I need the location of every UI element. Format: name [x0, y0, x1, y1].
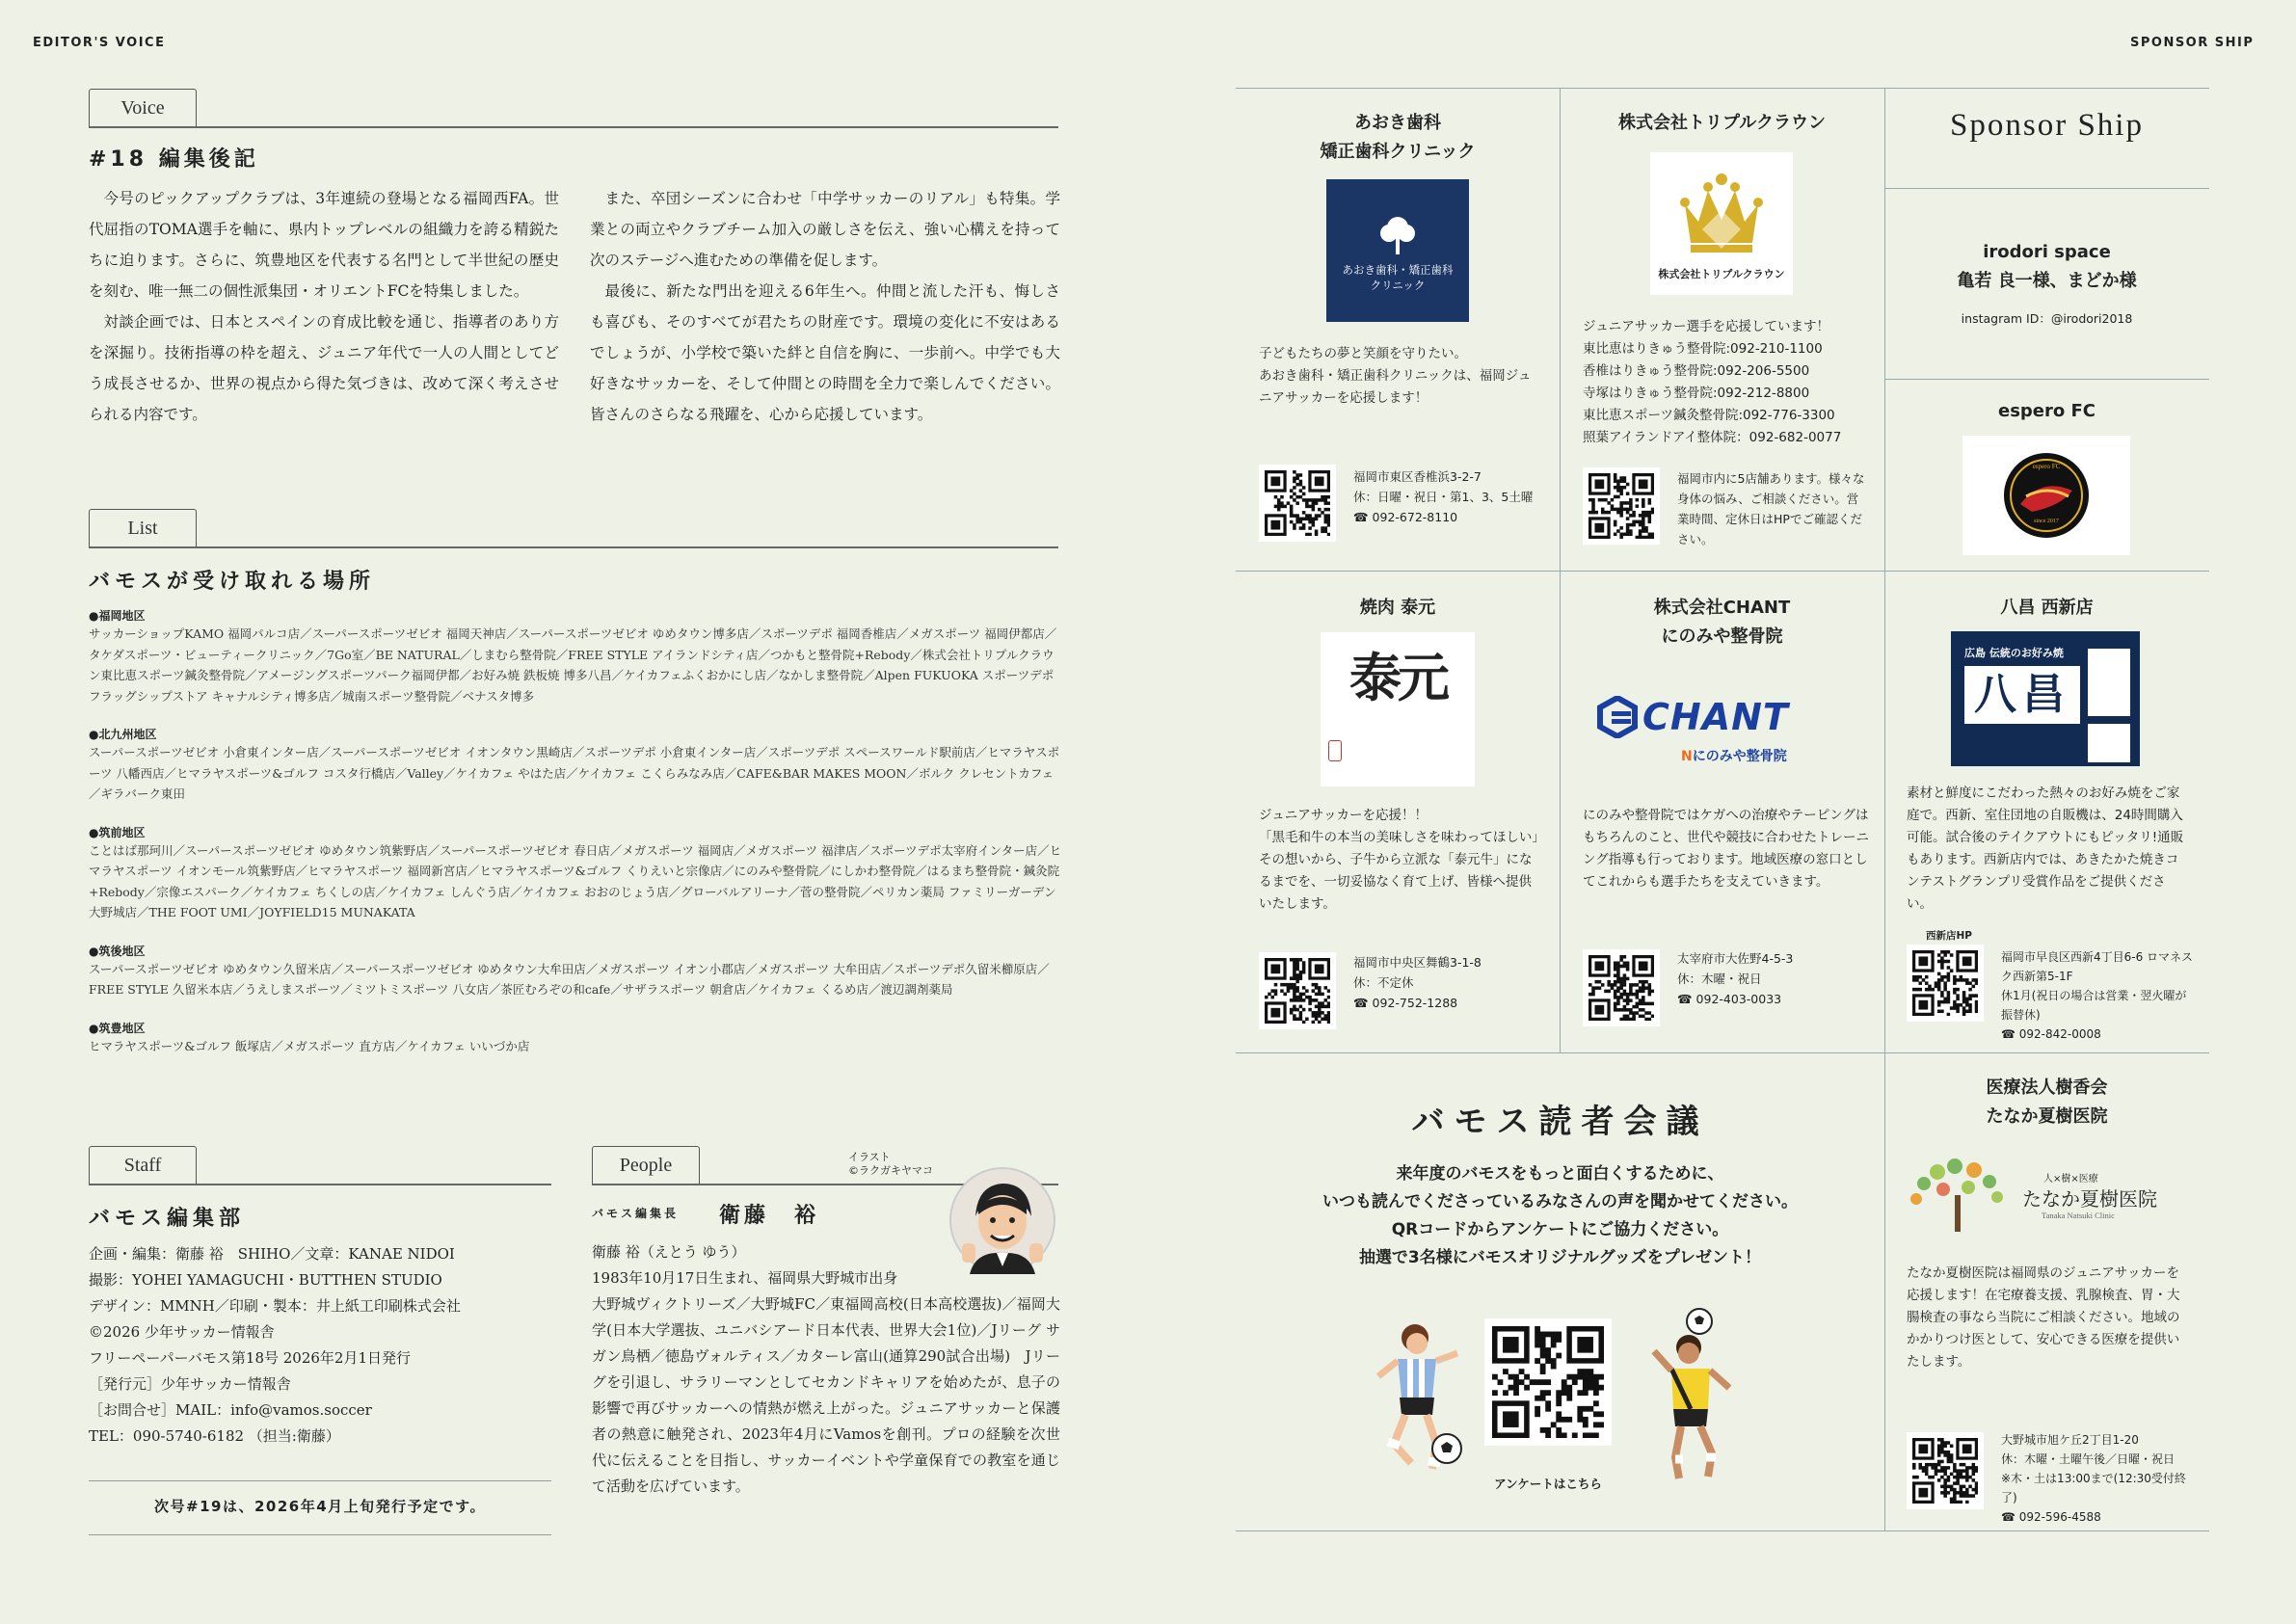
tanaka-logo-small: 人×樹×医療 [2043, 1174, 2098, 1185]
voice-title: #18 編集後記 [89, 147, 259, 172]
people-tab: People [592, 1146, 700, 1185]
bio-line: 1983年10月17日生まれ、福岡県大野城市出身 [592, 1269, 898, 1287]
tanaka-logo-text: たなか夏樹医院 [2022, 1189, 2157, 1211]
area-locations: スーパースポーツゼビオ ゆめタウン久留米店／スーパースポーツゼビオ ゆめタウン大牟田店／メガスポーツ イオン小郡店／メガスポーツ 大牟田店／スポーツデポ久留米櫛原店／FREE STYLE 久留米本店／うえしまスポーツ／ミツトミスポーツ 八女店／茶匠むろぞの和cafe／サザラスポーツ 朝倉店／ケイカフェ くるめ店／渡辺調剤薬局 [89, 961, 1050, 997]
tanaka-logo-roman: Tanaka Natsuki Clinic [2042, 1211, 2115, 1220]
triple-crown-logo [1650, 152, 1793, 295]
area-name: ●筑豊地区 [89, 1021, 146, 1035]
irodori-instagram: instagram ID：@irodori2018 [1961, 311, 2133, 326]
hassho-sign-icon [2088, 649, 2130, 716]
voice-column-1 [89, 183, 559, 430]
yakiniku-qr-code[interactable] [1259, 952, 1336, 1029]
grid-line [1884, 88, 1885, 1531]
tanaka-info: 大野城市旭ケ丘2丁目1-20 休：木曜・土曜午後／日曜・祝日 ※木・土は13:00まで(12:30受付終了) ☎ 092-596-4588 [2001, 1433, 2186, 1524]
next-issue-notice: 次号#19は、2026年4月上旬発行予定です。 [154, 1498, 486, 1515]
voice-column-2 [590, 183, 1060, 430]
area-block [89, 1020, 1062, 1057]
grid-line [1236, 1052, 2209, 1053]
staff-line: 企画・編集：衛藤 裕 SHIHO／文章：KANAE NIDOI [89, 1245, 455, 1263]
grid-line [1884, 188, 2209, 189]
page-header-right: SPONSOR SHIP [2130, 36, 2255, 50]
soccer-ball-icon [1430, 1432, 1463, 1465]
area-name: ●筑後地区 [89, 944, 146, 958]
tanaka-logo [1905, 1157, 2188, 1243]
area-block [89, 607, 1062, 706]
voice-paragraph: また、卒団シーズンに合わせ「中学サッカーのリアル」も特集。学業との両立やクラブチーム加入の厳しさを伝え、強い心構えを持って次のステージへ進むための準備を促します。 [590, 190, 1060, 269]
hassho-message: 素材と鮮度にこだわった熱々のお好み焼をご家庭で。西新、室住団地の自販機は、24時間購入可能。試合後のテイクアウトにもピッタリ!通販もあります。西新店内では、あきたかた焼きコンテストグランプリ受賞作品をご提供ください。 [1907, 785, 2184, 912]
staff-line: ［お問合せ］MAIL：info@vamos.soccer [89, 1401, 372, 1419]
sponsor-chant-title: 株式会社CHANT にのみや整骨院 [1653, 598, 1791, 647]
espero-logo [1962, 436, 2130, 555]
voice-paragraph: 最後に、新たな門出を迎える6年生へ。仲間と流した汗も、悔しさも喜びも、そのすべてが君たちの財産です。環境の変化に不安はあるでしょうが、小学校で築いた絆と自信を胸に、一歩前へ。中学でも大好きなサッカーを、そして仲間との時間を全力で楽しんでください。皆さんのさらなる飛躍を、心から応援しています。 [590, 282, 1060, 423]
chant-qr-code[interactable] [1583, 949, 1660, 1026]
area-block [89, 824, 1062, 923]
staff-line: TEL：090-5740-6182 （担当:衛藤） [89, 1427, 340, 1445]
aoki-logo [1326, 179, 1469, 322]
next-issue-rule-bottom [89, 1534, 551, 1535]
triple-qr-code[interactable] [1583, 467, 1660, 545]
grid-line [1236, 571, 2209, 572]
area-name: ●福岡地区 [89, 609, 146, 623]
reader-meeting-title: バモス読者会議 [1411, 1103, 1709, 1141]
editor-bio [592, 1239, 1060, 1500]
staff-line: デザイン：MMNH／印刷・製本：井上紙工印刷株式会社 [89, 1297, 461, 1315]
tanaka-message: たなか夏樹医院は福岡県のジュニアサッカーを応援します！在宅療養支援、乳腺検査、胃・大腸検査の事なら当院にご相談ください。地域のかかりつけ医として、安心できる医療を提供いたします。 [1907, 1265, 2180, 1370]
hassho-qr-code[interactable] [1907, 945, 1984, 1022]
area-locations: ヒマラヤスポーツ&ゴルフ 飯塚店／メガスポーツ 直方店／ケイカフェ いいづか店 [89, 1038, 530, 1053]
hassho-logo-plate [1964, 666, 2080, 724]
sponsor-espero-title: espero FC [1997, 401, 2096, 421]
staff-line: フリーペーパーバモス第18号 2026年2月1日発行 [89, 1349, 412, 1367]
aoki-qr-code[interactable] [1259, 465, 1336, 542]
voice-paragraph: 対談企画では、日本とスペインの育成比較を通じ、指導者のあり方を深掘り。技術指導の枠を超え、ジュニア年代で一人の人間としてどう成長させるか、世界の視点から得た気づきは、改めて深く考えさせられる内容です。 [89, 313, 559, 423]
sponsor-aoki-title: あおき歯科 矯正歯科クリニック [1320, 113, 1476, 162]
bio-line: 大野城ヴィクトリーズ／大野城FC／東福岡高校(日本高校選抜)／福岡大学(日本大学選抜、ユニバシアード日本代表、世界大会1位)／Jリーグ サガン鳥栖／徳島ヴォルティス／カターレ富山(通算290試合出場) Jリーグを引退し、サラリーマンとしてセカンドキャリアを始めたが、息子の影響で再びサッカーへの情熱が燃え上がった。ジュニアサッカーと保護者の熱意に触発され、2023年4月にVamosを創刊。プロの経験を次世代に伝えることを目指し、サッカーイベントや学童保育での教室を通じて活動を広げています。 [592, 1295, 1060, 1495]
soccer-ball-icon [1685, 1307, 1714, 1336]
tree-icon [1905, 1157, 2011, 1234]
boy-soccer-player-icon [1641, 1313, 1747, 1486]
area-name: ●北九州地区 [89, 728, 157, 741]
bio-line: 衛藤 裕（えとう ゆう） [592, 1243, 746, 1261]
grid-line [1884, 379, 2209, 380]
espero-emblem-text: espero FC [2032, 463, 2061, 470]
espero-since-text: since 2017 [2034, 519, 2059, 524]
voice-rule [89, 126, 1058, 128]
aoki-message: 子どもたちの夢と笑顔を守りたい。 あおき歯科・矯正歯科クリニックは、福岡ジュニアサッカーを応援します！ [1259, 346, 1532, 406]
chant-mark-icon [1596, 696, 1639, 738]
editor-role: バモス編集長 [592, 1207, 680, 1220]
list-tab: List [89, 509, 197, 547]
voice-paragraph: 今号のピックアップクラブは、3年連続の登場となる福岡西FA。世代屈指のTOMA選手を軸に、県内トップレベルの組織力を誇る精鋭たちに迫ります。さらに、筑豊地区を代表する名門として半世紀の歴史を刻む、唯一無二の個性派集団・オリエントFCを特集しました。 [89, 190, 559, 300]
list-title: バモスが受け取れる場所 [89, 570, 376, 594]
chant-logo-text: CHANT [1642, 696, 1789, 738]
chant-message: にのみや整骨院ではケガへの治療やテーピングはもちろんのこと、世代や競技に合わせたトレーニング指導も行っております。地域医療の窓口としてこれからも選手たちを支えていきます。 [1583, 808, 1869, 890]
staff-line: 撮影：YOHEI YAMAGUCHI・BUTTHEN STUDIO [89, 1271, 442, 1289]
area-block [89, 726, 1062, 805]
list-rule [89, 546, 1058, 548]
distribution-list [89, 607, 1062, 1056]
yakiniku-logo-text: 泰元 [1349, 650, 1446, 707]
grid-line [1560, 88, 1561, 1052]
page-header-left: EDITOR'S VOICE [33, 36, 166, 50]
staff-title: バモス編集部 [89, 1207, 246, 1231]
tanaka-qr-code[interactable] [1907, 1432, 1984, 1509]
sponsor-tanaka-title: 医療法人樹香会 たなか夏樹医院 [1986, 1078, 2108, 1127]
triple-message: ジュニアサッカー選手を応援しています！ 東比恵はりきゅう整骨院:092-210-1100 香椎はりきゅう整骨院:092-206-5500 寺塚はりきゅう整骨院:092-212-8800 東比恵スポーツ鍼灸整骨院:092-776-3300 照葉アイランドアイ整体院：092-682-0077 [1583, 319, 1842, 445]
yakiniku-logo [1321, 632, 1475, 786]
grid-line [1236, 88, 2209, 89]
area-block [89, 943, 1062, 1000]
yakiniku-seal-icon [1328, 740, 1342, 761]
chant-n-icon: N [1681, 749, 1693, 764]
triple-info: 福岡市内に5店舗あります。様々な身体の悩み、ご相談ください。営業時間、定休日はHPでご確認ください。 [1677, 471, 1865, 546]
tree-icon [1378, 214, 1417, 256]
staff-line: ［発行元］少年サッカー情報舎 [89, 1375, 291, 1393]
area-locations: ことはば那珂川／スーパースポーツゼビオ ゆめタウン筑紫野店／スーパースポーツゼビオ 春日店／メガスポーツ 福岡店／メガスポーツ 福津店／スポーツデポ太宰府インター店／ヒマラヤスポーツ イオンモール筑紫野店／ヒマラヤスポーツ 福岡新宮店／ヒマラヤスポーツ&ゴルフ くりえいと宗像店／にのみや整骨院／にしかわ整骨院／はるまち整骨院・鍼灸院+Rebody／宗像エスパーク／ケイカフェ ちくしの店／ケイカフェ しんぐう店／ケイカフェ おおのじょう店／グローバルアリーナ／菅の整骨院／ペリカン薬局 ファミリーガーデン大野城店／THE FOOT UMI／JOYFIELD15 MUNAKATA [89, 842, 1062, 919]
sponsor-triple-title: 株式会社トリプルクラウン [1618, 113, 1826, 133]
reader-survey-qr-label: アンケートはこちら [1494, 1477, 1602, 1491]
hassho-qr-label: 西新店HP [1926, 930, 1972, 942]
hassho-logo-top: 広島 伝統のお好み焼 [1964, 647, 2064, 659]
chant-sub-text: にのみや整骨院 [1692, 749, 1787, 764]
hassho-logo-text: 八昌 [1974, 670, 2070, 719]
crown-icon [1675, 166, 1768, 258]
yakiniku-info: 福岡市中央区舞鶴3-1-8 休：不定休 ☎ 092-752-1288 [1353, 955, 1482, 1010]
aoki-logo-text: あおき歯科・矯正歯科 クリニック [1342, 263, 1454, 292]
area-locations: サッカーショップKAMO 福岡パルコ店／スーパースポーツゼビオ 福岡天神店／スーパースポーツゼビオ ゆめタウン博多店／スポーツデポ 福岡香椎店／メガスポーツ 福岡伊都店／タケダスポーツ・ビューティークリニック／7Go室／BE NATURAL／しまむら整骨院／FREE STYLE アイランドシティ店／つかもと整骨院+Rebody／株式会社トリプルクラウン東比恵スポーツ鍼灸整骨院／アメージングスポーツパーク福岡伊都／お好み焼 鉄板焼 博多八昌／ケイカフェふくおかにし店／なかしま整骨院／Alpen FUKUOKA スポーツデポ フラッグシップストア キャナルシティ博多店／城南スポーツ整骨院／ベナスタ博多 [89, 626, 1057, 704]
yakiniku-message: ジュニアサッカーを応援！！ 「黒毛和牛の本当の美味しさを味わってほしい」その想いから、子牛から立派な「泰元牛」になるまでを、一切妥協なく育て上げ、皆様へ提供いたします。 [1259, 808, 1539, 912]
voice-tab: Voice [89, 89, 197, 127]
hassho-logo [1951, 631, 2140, 766]
sponsor-irodori-title: irodori space 亀若 良一様、まどか様 [1957, 242, 2137, 291]
triple-logo-text: 株式会社トリプルクラウン [1658, 268, 1785, 280]
reader-survey-qr-code[interactable] [1484, 1318, 1612, 1446]
reader-meeting-message: 来年度のバモスをもっと面白くするために、 いつも読んでくださっているみなさんの声を聞かせてください。 QRコードからアンケートにご協力ください。 抽選で3名様にバモスオリジナルグッズをプレゼント！ [1322, 1164, 1798, 1267]
aoki-info: 福岡市東区香椎浜3-2-7 休：日曜・祝日・第1、3、5土曜 ☎ 092-672-8110 [1353, 469, 1534, 524]
staff-tab: Staff [89, 1146, 197, 1185]
chant-logo-sub [1681, 746, 1787, 765]
staff-credits [89, 1241, 561, 1450]
hassho-logo-qr-icon [2088, 724, 2130, 762]
sponsor-hassho-title: 八昌 西新店 [2000, 598, 2094, 618]
illustration-credit: イラスト ©ラクガキヤマコ [848, 1151, 933, 1177]
sponsor-yakiniku-title: 焼肉 泰元 [1359, 598, 1436, 618]
next-issue-rule-top [89, 1480, 551, 1481]
sponsor-ship-heading: Sponsor Ship [1950, 108, 2144, 143]
hassho-info: 福岡市早良区西新4丁目6-6 ロマネスク西新第5-1F 休1月(祝日の場合は営業・翌火曜が振替休) ☎ 092-842-0008 [2001, 950, 2194, 1041]
staff-line: ©2026 少年サッカー情報舎 [89, 1323, 275, 1341]
chant-logo [1596, 696, 1849, 767]
area-name: ●筑前地区 [89, 825, 146, 839]
editor-name: 衛藤 裕 [719, 1204, 820, 1228]
area-locations: スーパースポーツゼビオ 小倉東インター店／スーパースポーツゼビオ イオンタウン黒崎店／スポーツデポ 小倉東インター店／スポーツデポ スペースワールド駅前店／ヒマラヤスポーツ 八幡西店／ヒマラヤスポーツ&ゴルフ コスタ行橋店／Valley／ケイカフェ やはた店／ケイカフェ こくらみなみ店／CAFE&BAR MAKES MOON／ボルク クレセントカフェ／ギラバーク東田 [89, 745, 1060, 801]
staff-rule [89, 1184, 551, 1185]
chant-info: 太宰府市大佐野4-5-3 休：木曜・祝日 ☎ 092-403-0033 [1677, 951, 1794, 1006]
